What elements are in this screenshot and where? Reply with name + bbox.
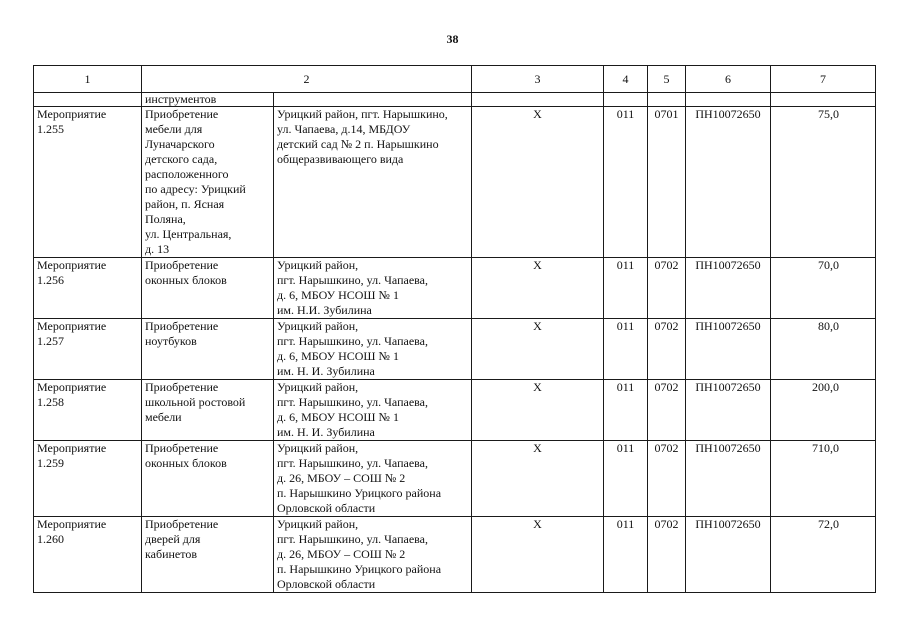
table-row (34, 319, 876, 380)
cell-description: Приобретение дверей для кабинетов (142, 517, 274, 593)
cell-address (274, 93, 472, 107)
cell-col4: 011 (604, 258, 648, 319)
cell-measure: Мероприятие 1.256 (34, 258, 142, 319)
cell-col3: Х (472, 517, 604, 593)
continuation-row (34, 93, 876, 107)
cell-measure: Мероприятие 1.255 (34, 107, 142, 258)
cell-col6 (686, 93, 771, 107)
cell-col6: ПН10072650 (686, 107, 771, 258)
cell-col5 (648, 93, 686, 107)
cell-measure: Мероприятие 1.259 (34, 441, 142, 517)
cell-col3 (472, 93, 604, 107)
column-header: 2 (142, 66, 472, 93)
cell-col7: 200,0 (771, 380, 876, 441)
table-row (34, 380, 876, 441)
cell-description: Приобретение оконных блоков (142, 258, 274, 319)
cell-address: Урицкий район, пгт. Нарышкино, ул. Чапаева, д. 6, МБОУ НСОШ № 1 им. Н. И. Зубилина (274, 380, 472, 441)
column-header: 5 (648, 66, 686, 93)
cell-description: инструментов (142, 93, 274, 107)
cell-description: Приобретение мебели для Луначарского детского сада, расположенного по адресу: Урицкий район, п. Ясная Поляна, ул. Центральная, д. 13 (142, 107, 274, 258)
cell-address: Урицкий район, пгт. Нарышкино, ул. Чапаева, д. 26, МБОУ – СОШ № 2 п. Нарышкино Урицкого района Орловской области (274, 517, 472, 593)
cell-measure: Мероприятие 1.257 (34, 319, 142, 380)
table-row (34, 258, 876, 319)
cell-col7: 72,0 (771, 517, 876, 593)
cell-col4: 011 (604, 517, 648, 593)
cell-measure: Мероприятие 1.260 (34, 517, 142, 593)
column-header: 1 (34, 66, 142, 93)
cell-col3: Х (472, 107, 604, 258)
cell-description: Приобретение школьной ростовой мебели (142, 380, 274, 441)
cell-col7: 80,0 (771, 319, 876, 380)
cell-col6: ПН10072650 (686, 258, 771, 319)
cell-col4: 011 (604, 380, 648, 441)
column-header: 6 (686, 66, 771, 93)
cell-col7: 75,0 (771, 107, 876, 258)
cell-col3: Х (472, 380, 604, 441)
column-header: 7 (771, 66, 876, 93)
cell-col5: 0702 (648, 441, 686, 517)
cell-col4: 011 (604, 319, 648, 380)
cell-address: Урицкий район, пгт. Нарышкино, ул. Чапаева, д.14, МБДОУ детский сад № 2 п. Нарышкино общеразвивающего вида (274, 107, 472, 258)
table-row (34, 517, 876, 593)
cell-col6: ПН10072650 (686, 380, 771, 441)
cell-col3: Х (472, 319, 604, 380)
cell-col4: 011 (604, 441, 648, 517)
cell-measure (34, 93, 142, 107)
cell-description: Приобретение ноутбуков (142, 319, 274, 380)
cell-col7: 70,0 (771, 258, 876, 319)
header-row (34, 66, 876, 93)
cell-col3: Х (472, 441, 604, 517)
cell-col5: 0701 (648, 107, 686, 258)
table-row (34, 441, 876, 517)
table-row (34, 107, 876, 258)
cell-col5: 0702 (648, 319, 686, 380)
column-header: 3 (472, 66, 604, 93)
page-number: 38 (446, 32, 459, 46)
cell-col6: ПН10072650 (686, 441, 771, 517)
cell-measure: Мероприятие 1.258 (34, 380, 142, 441)
cell-col5: 0702 (648, 517, 686, 593)
cell-col4 (604, 93, 648, 107)
cell-address: Урицкий район, пгт. Нарышкино, ул. Чапаева, д. 6, МБОУ НСОШ № 1 им. Н. И. Зубилина (274, 319, 472, 380)
cell-description: Приобретение оконных блоков (142, 441, 274, 517)
cell-col6: ПН10072650 (686, 517, 771, 593)
cell-col3: Х (472, 258, 604, 319)
cell-col7 (771, 93, 876, 107)
cell-col6: ПН10072650 (686, 319, 771, 380)
column-header: 4 (604, 66, 648, 93)
cell-col5: 0702 (648, 258, 686, 319)
cell-address: Урицкий район, пгт. Нарышкино, ул. Чапаева, д. 6, МБОУ НСОШ № 1 им. Н.И. Зубилина (274, 258, 472, 319)
cell-col5: 0702 (648, 380, 686, 441)
cell-col7: 710,0 (771, 441, 876, 517)
cell-col4: 011 (604, 107, 648, 258)
measures-table (33, 65, 876, 593)
cell-address: Урицкий район, пгт. Нарышкино, ул. Чапаева, д. 26, МБОУ – СОШ № 2 п. Нарышкино Урицкого района Орловской области (274, 441, 472, 517)
